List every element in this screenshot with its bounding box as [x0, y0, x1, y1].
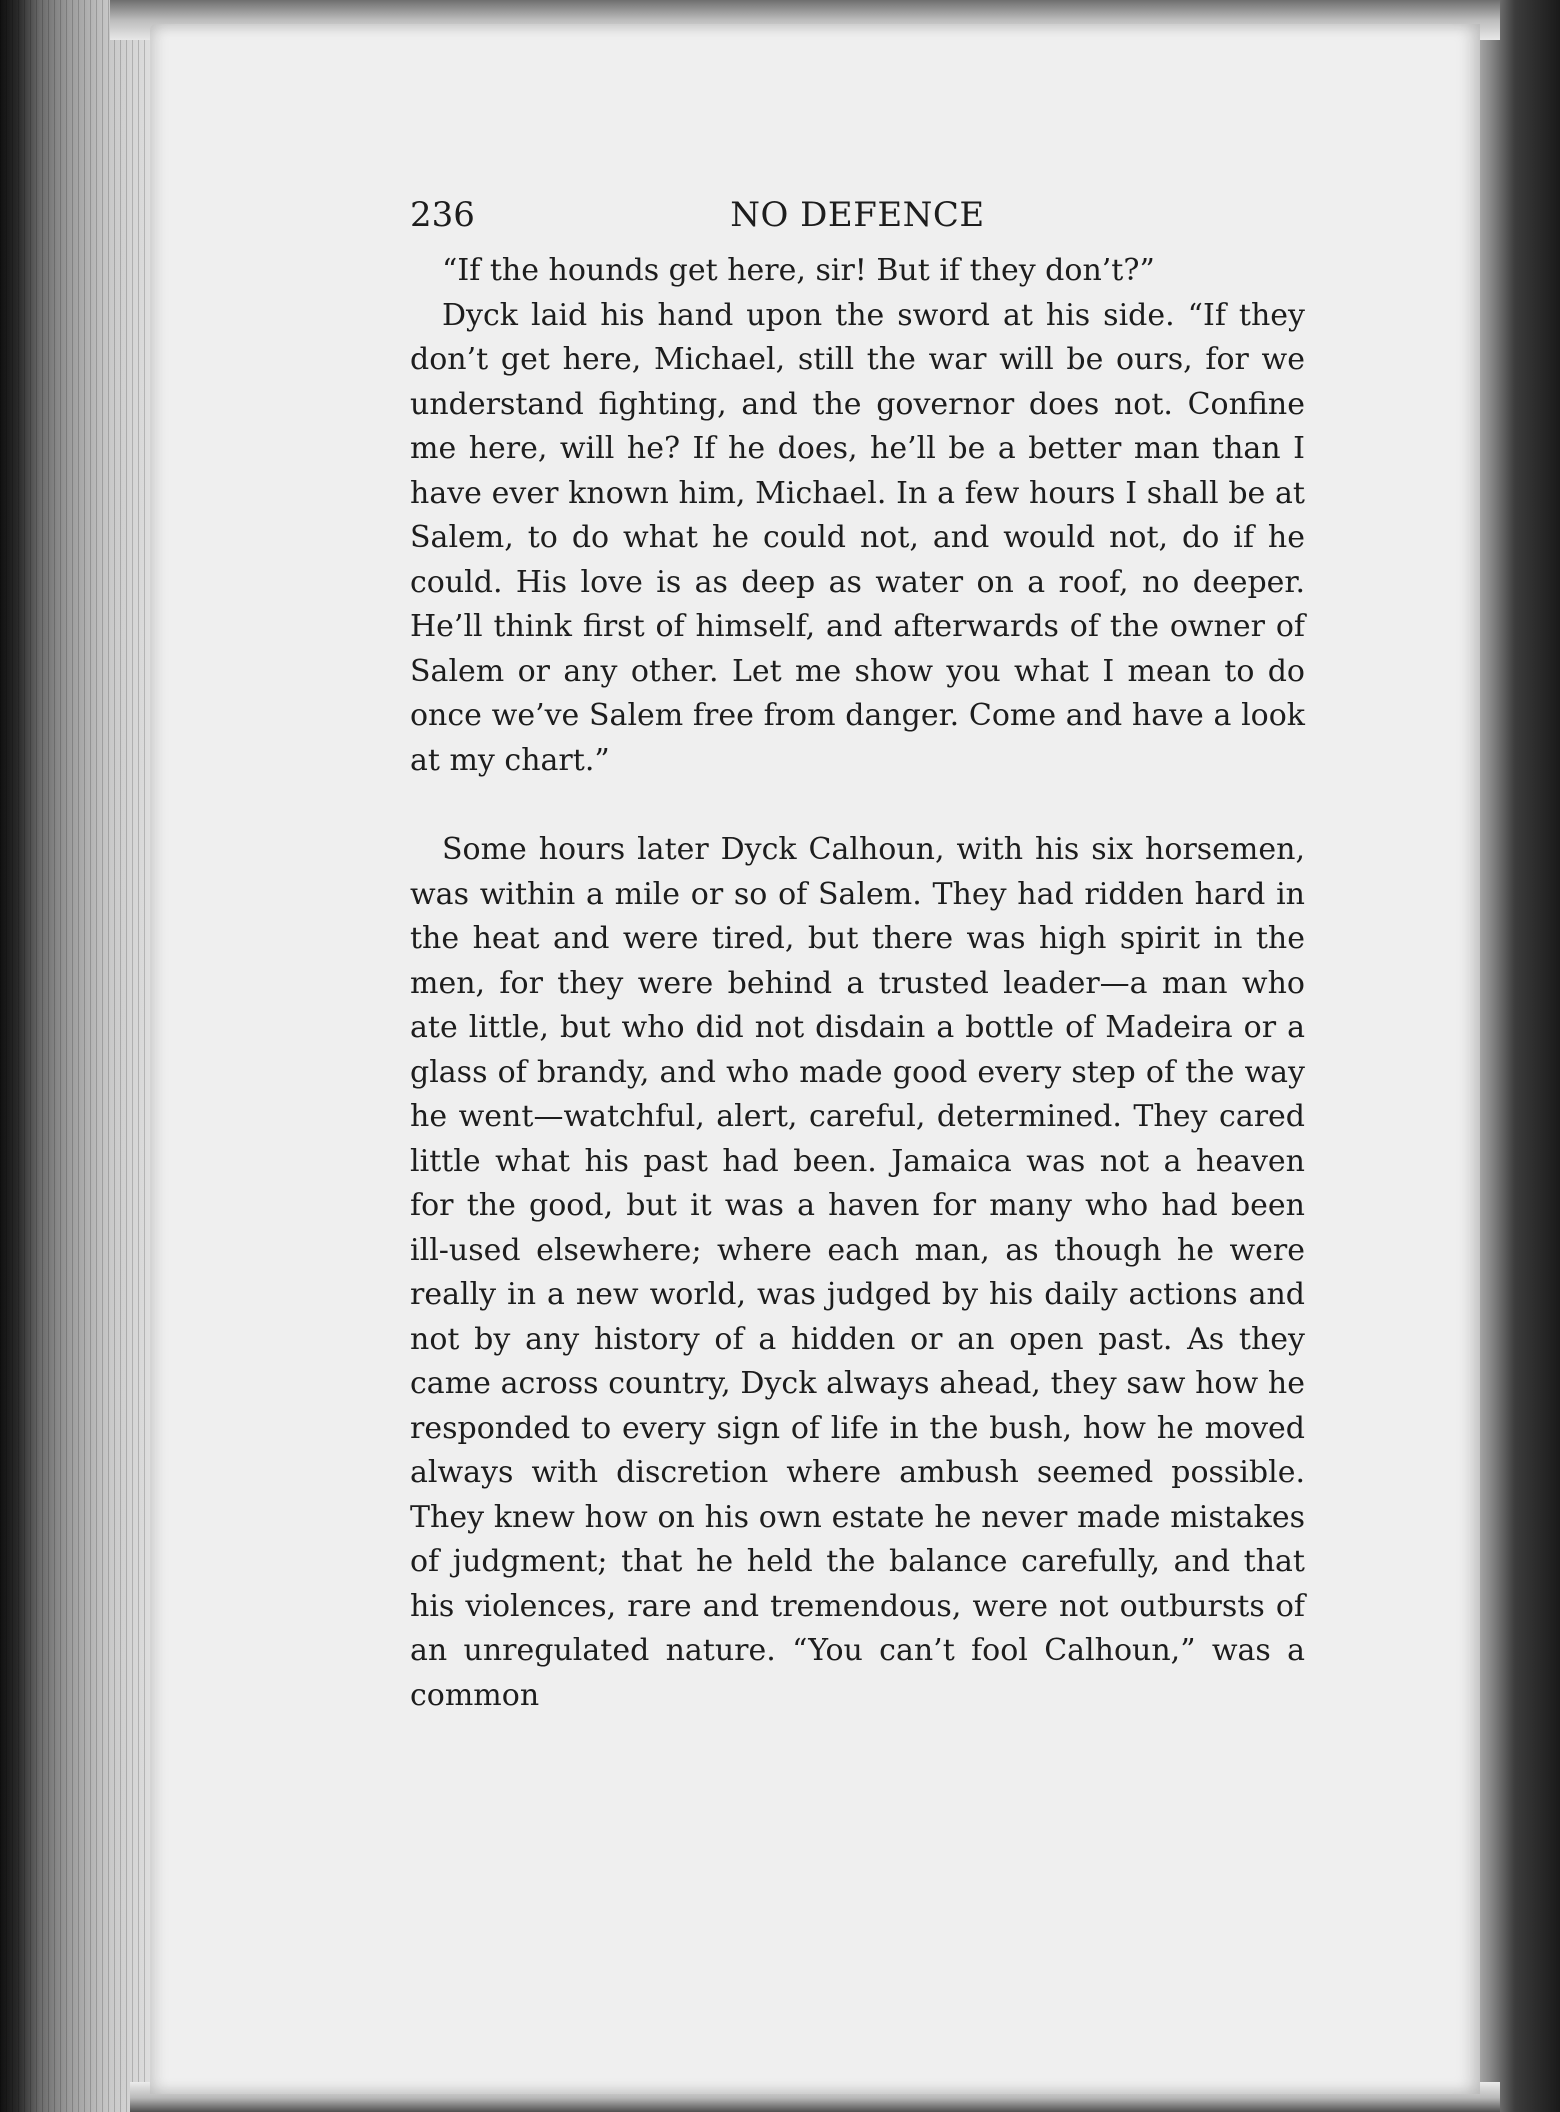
paragraph-dialogue-hounds: “If the hounds get here, sir! But if they don’t?”: [442, 253, 1155, 288]
section-break: [410, 783, 1305, 828]
book-title: NO DEFENCE: [730, 195, 985, 235]
paragraph-hours-later: Some hours later Dyck Calhoun, with his six horsemen, was within a mile or so of Salem. They had ridden hard in the heat and were tired, but there was high spirit in the men, for they were behind a trusted leader—a man who ate little, but who did not disdain a bottle of Madeira or a glass of brandy, and who made good every step of the way he went—watchful, alert, careful, determined. They cared little what his past had been. Jamaica was not a heaven for the good, but it was a haven for many who had been ill-used elsewhere; where each man, as though he were really in a new world, was judged by his daily actions and not by any history of a hidden or an open past. As they came across country, Dyck always ahead, they saw how he responded to every sign of life in the bush, how he moved always with discretion where ambush seemed possible. They knew how on his own estate he never made mistakes of judgment; that he held the balance carefully, and that his violences, rare and tremendous, were not outbursts of an unregulated nature. “You can’t fool Calhoun,” was a common: [410, 832, 1305, 1713]
running-head: [410, 185, 1305, 245]
paragraph-dyck-speech: Dyck laid his hand upon the sword at his side. “If they don’t get here, Michael, still the war will be ours, for we understand fighting, and the governor does not. Confine me here, will he? If he does, he’ll be a better man than I have ever known him, Michael. In a few hours I shall be at Salem, to do what he could not, and would not, do if he could. His love is as deep as water on a roof, no deeper. He’ll think first of himself, and afterwards of the owner of Salem or any other. Let me show you what I mean to do once we’ve Salem free from danger. Come and have a look at my chart.”: [410, 297, 1305, 778]
page-number: 236: [410, 195, 475, 235]
text-block: [410, 185, 1305, 1718]
right-page-edge: [1470, 0, 1560, 2112]
left-page-edges: [0, 0, 175, 2112]
